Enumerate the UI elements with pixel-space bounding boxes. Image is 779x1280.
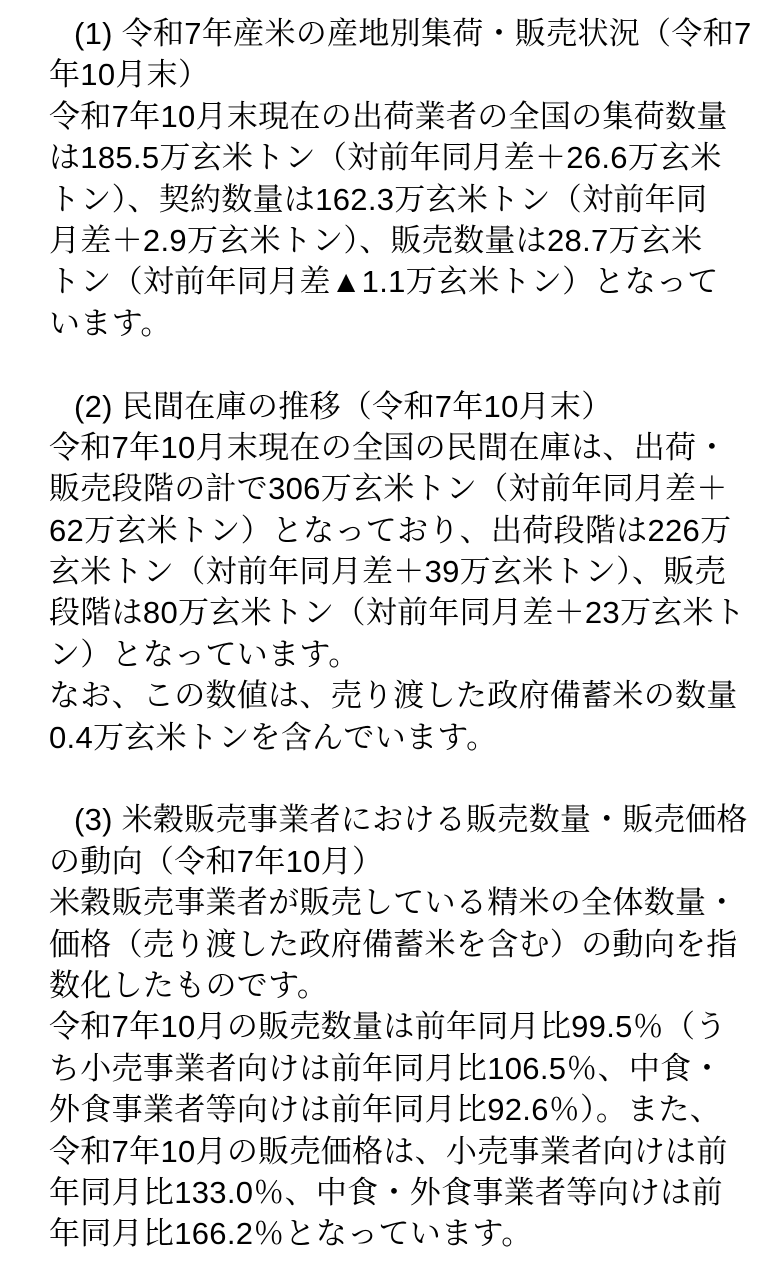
section-heading-line: 年10月末） <box>49 57 210 93</box>
text-line: 62万玄米トン）となっており、出荷段階は226万 <box>49 512 732 548</box>
text-line: トン（対前年同月差▲1.1万玄米トン）となって <box>49 264 719 300</box>
text-line: トン）、契約数量は162.3万玄米トン（対前年同 <box>49 181 708 217</box>
text-line: 玄米トン（対前年同月差＋39万玄米トン）、販売 <box>49 554 726 590</box>
text-line: 数化したものです。 <box>49 967 329 1003</box>
text-line: 令和7年10月末現在の出荷業者の全国の集荷数量 <box>49 98 728 134</box>
text-line: は185.5万玄米トン（対前年同月差＋26.6万玄米 <box>49 140 722 176</box>
text-line: ン）となっています。 <box>49 636 360 672</box>
text-line: 価格（売り渡した政府備蓄米を含む）の動向を指 <box>49 926 738 962</box>
section-heading-line: (3) 米穀販売事業者における販売数量・販売価格 <box>74 802 748 838</box>
text-line: 0.4万玄米トンを含んでいます。 <box>49 719 498 755</box>
text-line: ち小売事業者向けは前年同月比106.5％、中食・ <box>49 1050 723 1086</box>
text-line: 年同月比133.0％、中食・外食事業者等向けは前 <box>49 1174 723 1210</box>
text-line: 販売段階の計で306万玄米トン（対前年同月差＋ <box>49 471 728 507</box>
text-line: 外食事業者等向けは前年同月比92.6％）。また、 <box>49 1092 722 1128</box>
text-line: 年同月比166.2％となっています。 <box>49 1216 533 1252</box>
section-heading-line: (1) 令和7年産米の産地別集荷・販売状況（令和7 <box>74 16 752 51</box>
text-line: 令和7年10月の販売数量は前年同月比99.5％（う <box>49 1009 727 1045</box>
section-retailer-sales-trends <box>49 799 761 1254</box>
text-line: なお、この数値は、売り渡した政府備蓄米の数量 <box>49 678 738 714</box>
text-line: 月差＋2.9万玄米トン）、販売数量は28.7万玄米 <box>49 222 703 258</box>
text-line: 令和7年10月末現在の全国の民間在庫は、出荷・ <box>49 429 728 465</box>
section-private-inventory <box>49 386 761 759</box>
section-heading-line: の動向（令和7年10月） <box>49 843 384 879</box>
section-collection-sales-status <box>49 13 761 344</box>
text-line: 段階は80万玄米トン（対前年同月差＋23万玄米ト <box>49 595 746 631</box>
text-line: 米穀販売事業者が販売している精米の全体数量・ <box>49 885 738 921</box>
text-line: 令和7年10月の販売価格は、小売事業者向けは前 <box>49 1133 728 1169</box>
text-line: います。 <box>49 305 172 341</box>
section-heading-line: (2) 民間在庫の推移（令和7年10月末） <box>74 388 613 424</box>
